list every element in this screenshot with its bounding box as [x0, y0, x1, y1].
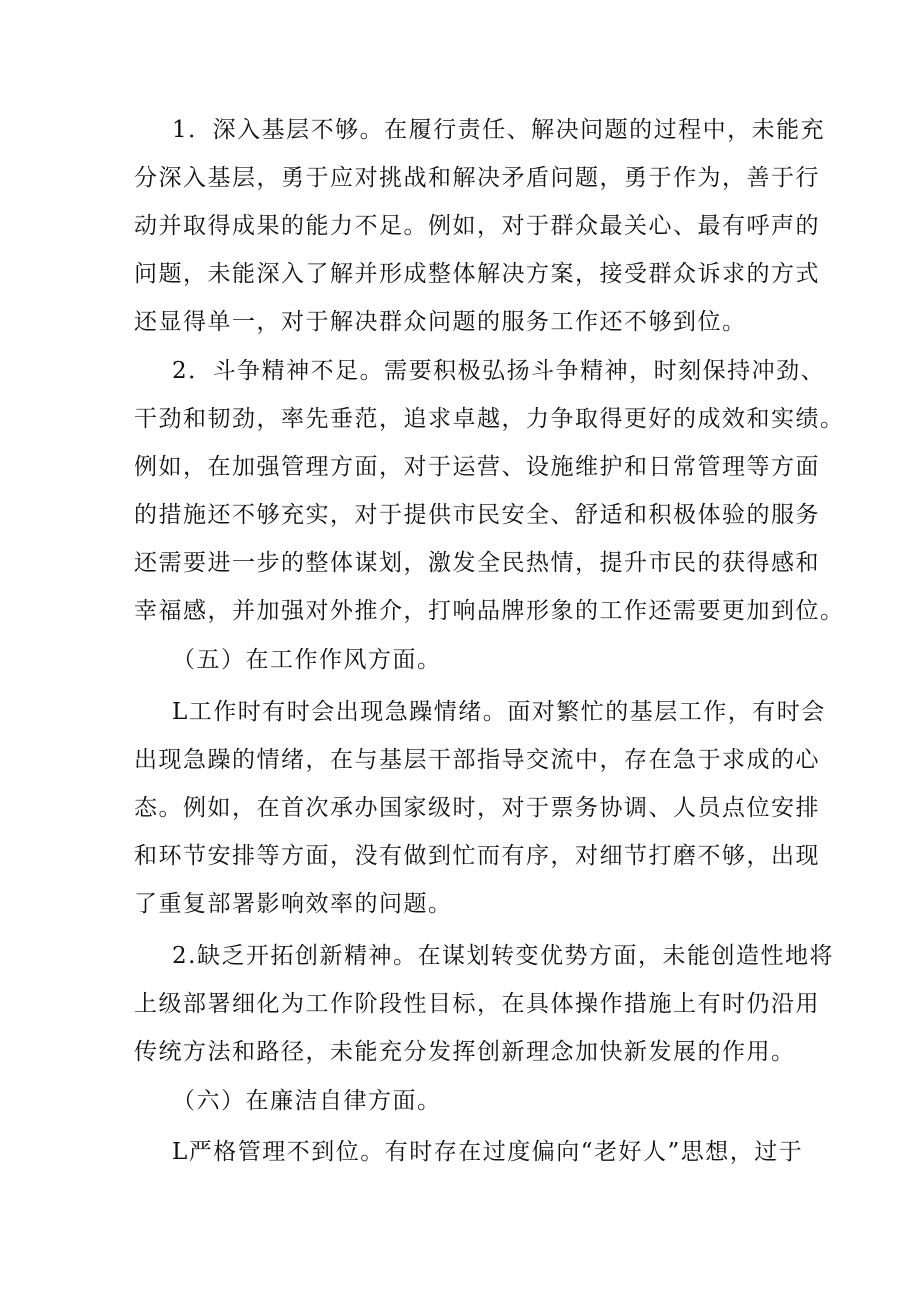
text-line-12: L工作时有时会出现急躁情绪。面对繁忙的基层工作，有时会 [172, 699, 826, 725]
text-line-13: 出现急躁的情绪，在与基层干部指导交流中，存在急于求成的心 [134, 747, 820, 773]
text-line-18: 上级部署细化为工作阶段性目标，在具体操作措施上有时仍沿用 [134, 991, 820, 1017]
text-line-2: 分深入基层，勇于应对挑战和解决矛盾问题，勇于作为，善于行 [134, 165, 820, 191]
text-line-7: 干劲和韧劲，率先垂范，追求卓越，力争取得更好的成效和实绩。 [134, 406, 845, 432]
text-line-10: 还需要进一步的整体谋划，激发全民热情，提升市民的获得感和 [134, 550, 820, 576]
section-heading-5: （五）在工作作风方面。 [172, 647, 442, 673]
text-line-16: 了重复部署影响效率的问题。 [134, 891, 453, 917]
text-line-17: 2.缺乏开拓创新精神。在谋划转变优势方面，未能创造性地将 [172, 943, 834, 969]
text-line-4: 问题，未能深入了解并形成整体解决方案，接受群众诉求的方式 [134, 261, 820, 287]
text-line-9: 的措施还不够充实，对于提供市民安全、舒适和积极体验的服务 [134, 502, 820, 528]
text-line-20: L严格管理不到位。有时存在过度偏向“老好人”思想，过于 [172, 1139, 804, 1165]
text-line-5: 还显得单一，对于解决群众问题的服务工作还不够到位。 [134, 309, 747, 335]
text-line-6: 2．斗争精神不足。需要积极弘扬斗争精神，时刻保持冲劲、 [172, 358, 826, 384]
section-heading-6: （六）在廉洁自律方面。 [172, 1088, 442, 1114]
text-line-15: 和环节安排等方面，没有做到忙而有序，对细节打磨不够，出现 [134, 843, 820, 869]
text-line-8: 例如，在加强管理方面，对于运营、设施维护和日常管理等方面 [134, 454, 820, 480]
text-line-3: 动并取得成果的能力不足。例如，对于群众最关心、最有呼声的 [134, 213, 820, 239]
text-line-11: 幸福感，并加强对外推介，打响品牌形象的工作还需要更加到位。 [134, 598, 845, 624]
text-line-14: 态。例如，在首次承办国家级时，对于票务协调、人员点位安排 [134, 795, 820, 821]
text-line-19: 传统方法和路径，未能充分发挥创新理念加快新发展的作用。 [134, 1039, 796, 1065]
text-line-1: 1．深入基层不够。在履行责任、解决问题的过程中，未能充 [172, 117, 826, 143]
